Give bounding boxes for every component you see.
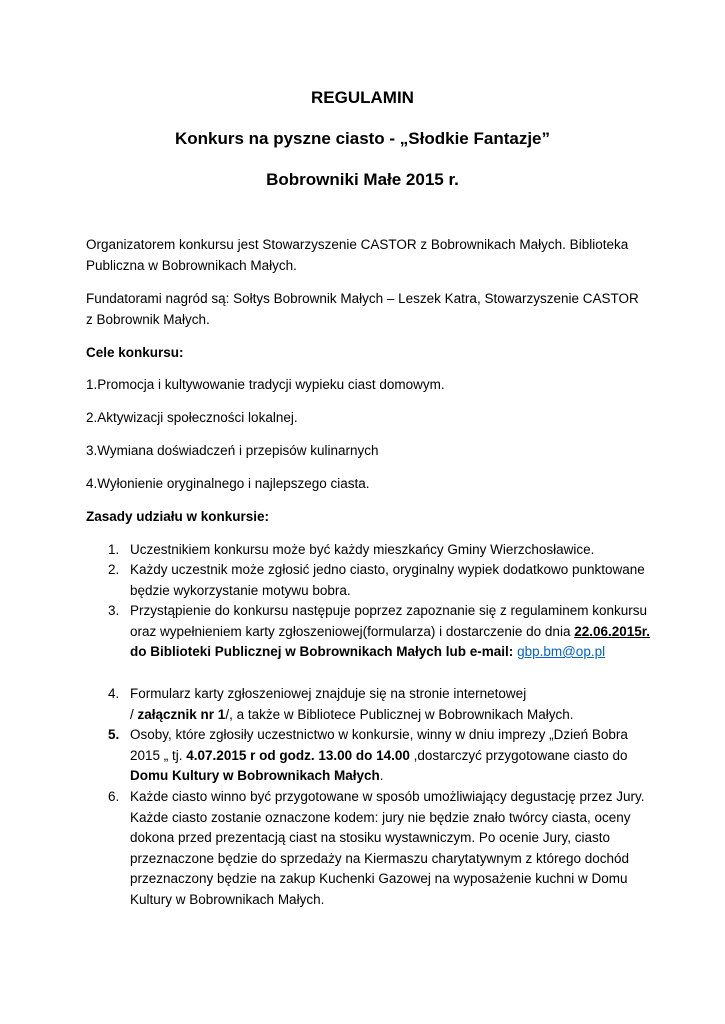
delivery-place: do Biblioteki Publicznej w Bobrownikach Małych lub e-mail: xyxy=(130,644,514,659)
email-link[interactable]: gbp.bm@op.pl xyxy=(517,644,606,659)
rule-suffix: /, a także w Bibliotece Publicznej w Bobrownikach Małych. xyxy=(225,706,574,722)
contest-title: Konkurs na pyszne ciasto - „Słodkie Fantazje” xyxy=(174,129,551,148)
contest-location: Bobrowniki Małe 2015 r. xyxy=(266,170,459,189)
event-time: 4.07.2015 r od godz. 13.00 do 14.00 xyxy=(186,747,410,763)
event-place: Domu Kultury w Bobrownikach Małych xyxy=(130,768,380,783)
rule-text: Każde ciasto winno być przygotowane w sposób umożliwiający degustację przez Jury. Każde ciasto zostanie oznaczone kodem: jury nie będzie znało twórcy ciasta, oceny dokona przed prezentacją ciast na stosiku wystawniczym. Po ocenie Jury, ciasto przeznaczone będzie do sprzedaży na Kiermaszu charytatywnym z którego dochód przeznaczony będzie na zakup Kuchenki Gazowej na wyposażenie kuchni w Domu Kultury w Bobrownikach Małych. xyxy=(130,789,645,907)
deadline-date: 22.06.2015r. xyxy=(574,623,651,639)
founders-paragraph: Fundatorami nagród są: Sołtys Bobrownik Małych – Leszek Katra, Stowarzyszenie CASTOR z Bobrownik Małych. xyxy=(86,291,639,327)
rule-content xyxy=(130,684,660,725)
goals-heading: Cele konkursu: xyxy=(86,345,184,360)
organizers-paragraph: Organizatorem konkursu jest Stowarzyszenie CASTOR z Bobrownikach Małych. Biblioteka Publiczna w Bobrownikach Małych. xyxy=(86,237,629,273)
rule-number: 1. xyxy=(108,542,120,557)
attachment-reference: załącznik nr 1 xyxy=(137,706,226,722)
rule-number: 2. xyxy=(108,562,120,577)
rule-text: Osoby, które zgłosiły uczestnictwo w konkursie, winny w dniu imprezy „Dzień Bobra 2015 „ tj. xyxy=(130,727,628,763)
rule-text: Formularz karty zgłoszeniowej znajduje się na stronie internetowej xyxy=(130,686,527,701)
rule-prefix: / xyxy=(130,706,138,722)
rule-text: Każdy uczestnik może zgłosić jedno ciasto, oryginalny wypiek dodatkowo punktowane będzie wykorzystanie motywu bobra. xyxy=(130,562,645,598)
rule-text: Przystąpienie do konkursu następuje poprzez zapoznanie się z regulaminem konkursu oraz wypełnieniem karty zgłoszeniowej(formularza) i dostarczenie do dnia xyxy=(130,603,648,639)
goal-item: 3.Wymiana doświadczeń i przepisów kulinarnych xyxy=(86,443,379,458)
rule-number: 6. xyxy=(108,789,120,804)
rule-mid: ,dostarczyć przygotowane ciasto do xyxy=(409,747,628,763)
document-title: REGULAMIN xyxy=(311,88,414,107)
rule-text: Uczestnikiem konkursu może być każdy mieszkańcy Gminy Wierzchosławice. xyxy=(130,542,595,557)
rules-heading: Zasady udziału w konkursie: xyxy=(86,509,270,524)
rule-number: 3. xyxy=(108,603,120,618)
rule-number: 5. xyxy=(108,727,120,742)
rule-content xyxy=(130,601,660,663)
rule-content xyxy=(130,725,660,787)
goal-item: 4.Wyłonienie oryginalnego i najlepszego ciasta. xyxy=(86,476,370,491)
rule-number: 4. xyxy=(108,686,120,701)
rule-end: . xyxy=(379,768,384,783)
goal-item: 1.Promocja i kultywowanie tradycji wypieku ciast domowym. xyxy=(86,377,445,392)
goal-item: 2.Aktywizacji społeczności lokalnej. xyxy=(86,410,298,425)
